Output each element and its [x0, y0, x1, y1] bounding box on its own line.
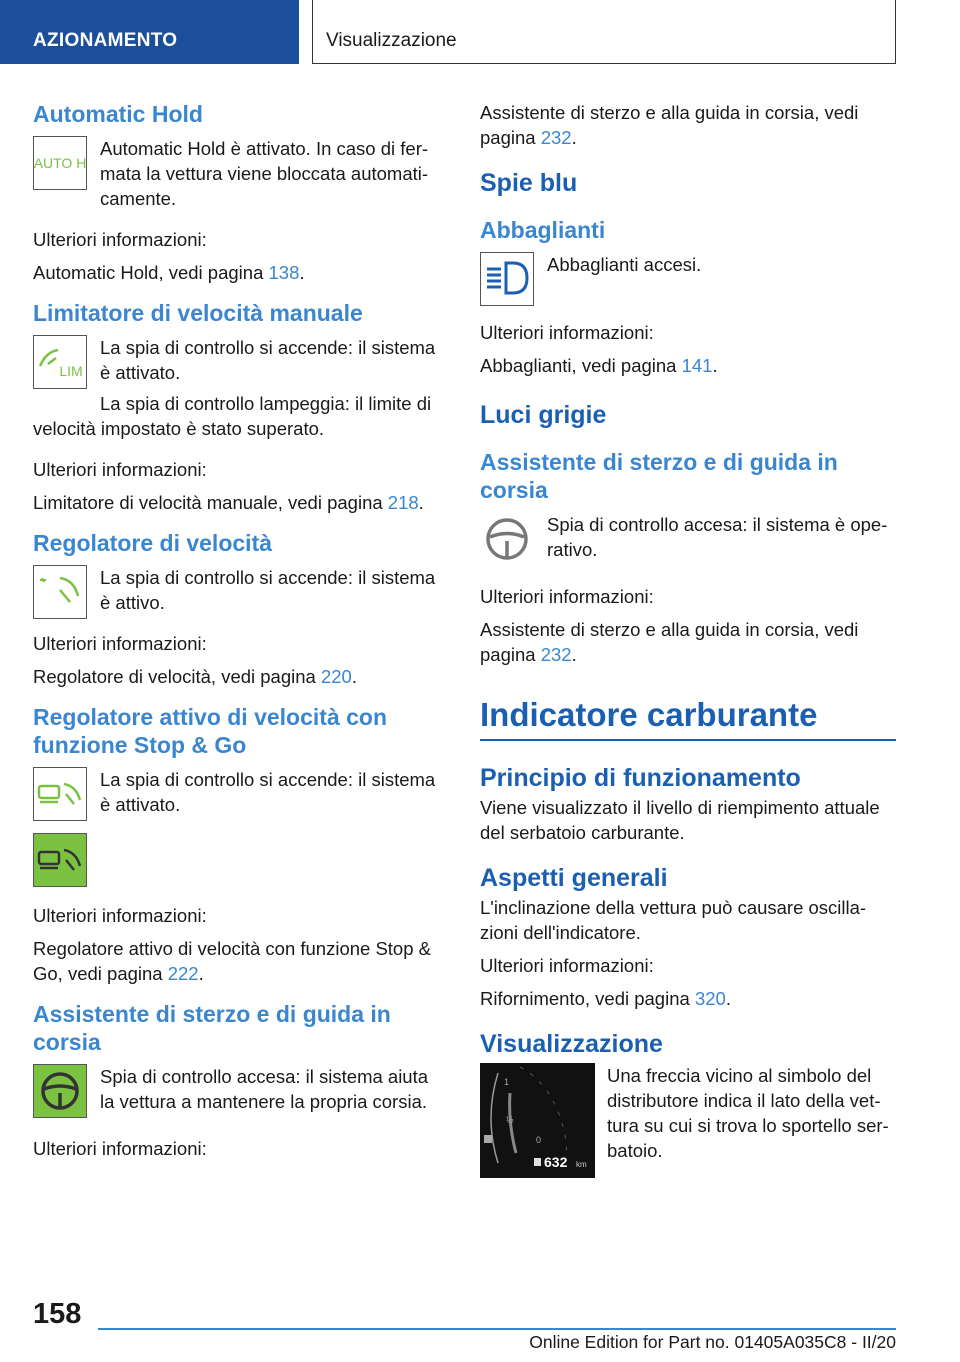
page-number: 158: [33, 1298, 82, 1330]
automatic-hold-row: [33, 136, 445, 219]
page-link-218[interactable]: 218: [387, 492, 419, 513]
automatic-hold-ref: Automatic Hold, vedi pagina 138.: [33, 262, 305, 283]
general-heading: Aspetti generali: [480, 864, 668, 892]
steering-grey-text: Spia di controllo accesa: il sistema è ope-rativo.: [547, 514, 888, 560]
footer-divider: [98, 1328, 896, 1330]
ref-text: Assistente di sterzo e alla guida in corsia, vedi pagina: [480, 102, 859, 148]
left-column: [33, 100, 445, 1169]
steering-assist-text: Spia di controllo accesa: il sistema aiuta la vettura a mantenere la propria corsia.: [100, 1066, 429, 1112]
steering-grey-row: [480, 512, 896, 570]
steering-grey-heading: Assistente di sterzo e di guida in corsia: [480, 449, 838, 503]
speed-limiter-row: [33, 335, 445, 393]
pump-icon-small: [534, 1158, 541, 1166]
acc-active-icon: [33, 833, 87, 887]
ref-text: Rifornimento, vedi pagina: [480, 988, 695, 1009]
steering-ref: Assistente di sterzo e alla guida in corsia, vedi pagina 232.: [480, 102, 859, 148]
steering-assist-row: [33, 1064, 445, 1122]
acc-text: La spia di controllo si accende: il sistema è attivato.: [100, 769, 436, 815]
speed-limiter-icon: [33, 335, 87, 389]
high-beam-icon: [480, 252, 534, 306]
gauge-mark-empty: 0: [536, 1135, 542, 1145]
cruise-control-row: [33, 565, 445, 623]
ref-text: Assistente di sterzo e alla guida in corsia, vedi pagina: [480, 619, 859, 665]
page-link-138[interactable]: 138: [268, 262, 300, 283]
steering-grey-ref: Assistente di sterzo e alla guida in corsia, vedi pagina 232.: [480, 619, 859, 665]
more-info-label: Ulteriori informazioni:: [33, 1138, 207, 1159]
speed-limiter-heading: Limitatore di velocità manuale: [33, 300, 363, 326]
more-info-label: Ulteriori informazioni:: [480, 322, 654, 343]
page-link-232[interactable]: 232: [540, 127, 572, 148]
blue-lights-heading: Spie blu: [480, 169, 578, 197]
acc-row-2: [33, 833, 445, 887]
footer-edition: Online Edition for Part no. 01405A035C8 - II/20: [529, 1332, 896, 1352]
acc-ref: Regolatore attivo di velocità con funzione Stop & Go, vedi pagina 222.: [33, 938, 431, 984]
refuel-ref: Rifornimento, vedi pagina 320.: [480, 988, 731, 1009]
page-link-220[interactable]: 220: [320, 666, 352, 687]
display-row: [480, 1063, 896, 1178]
cruise-control-heading: Regolatore di velocità: [33, 530, 273, 556]
high-beam-ref: Abbaglianti, vedi pagina 141.: [480, 355, 718, 376]
right-column: [480, 100, 896, 1186]
high-beam-text: Abbaglianti accesi.: [547, 254, 702, 275]
fuel-gauge-heading: Indicatore carburante: [480, 695, 896, 741]
fuel-gauge-image: [480, 1063, 595, 1178]
acc-icon: [33, 767, 87, 821]
display-heading: Visualizzazione: [480, 1030, 663, 1058]
general-text: L'inclinazione della vettura può causare oscilla-zioni dell'indicatore.: [480, 897, 867, 943]
more-info-label: Ulteriori informazioni:: [33, 905, 207, 926]
ref-text: Abbaglianti, vedi pagina: [480, 355, 682, 376]
cruise-control-ref: Regolatore di velocità, vedi pagina 220.: [33, 666, 357, 687]
ref-text: Automatic Hold, vedi pagina: [33, 262, 269, 283]
gauge-mark-half: ½: [506, 1115, 514, 1125]
gauge-unit: km: [576, 1160, 587, 1169]
grey-lights-heading: Luci grigie: [480, 401, 607, 429]
high-beam-row: [480, 252, 896, 306]
page-link-320[interactable]: 320: [694, 988, 726, 1009]
auto-hold-icon: [33, 136, 87, 190]
automatic-hold-text: Automatic Hold è attivato. In caso di fer-mata la vettura viene bloccata automati-camente.: [100, 138, 429, 209]
gauge-mark-full: 1: [504, 1077, 510, 1087]
section-tab: AZIONAMENTO: [0, 0, 299, 64]
more-info-label: Ulteriori informazioni:: [33, 229, 207, 250]
ref-text: Limitatore di velocità manuale, vedi pagina: [33, 492, 388, 513]
lim-icon-text: LIM: [59, 363, 83, 379]
ref-text: Regolatore di velocità, vedi pagina: [33, 666, 321, 687]
more-info-label: Ulteriori informazioni:: [33, 633, 207, 654]
speed-limiter-text1: La spia di controllo si accende: il sistema è attivato.: [100, 337, 436, 383]
steering-assist-heading: Assistente di sterzo e di guida in corsia: [33, 1001, 391, 1055]
automatic-hold-heading: Automatic Hold: [33, 101, 203, 127]
cruise-control-icon: [33, 565, 87, 619]
ref-text: Regolatore attivo di velocità con funzione Stop & Go, vedi pagina: [33, 938, 431, 984]
steering-wheel-icon: [33, 1064, 87, 1118]
page-link-141[interactable]: 141: [681, 355, 713, 376]
speed-limiter-text2: La spia di controllo lampeggia: il limite di velocità impostato è stato superato.: [33, 393, 432, 439]
high-beam-heading: Abbaglianti: [480, 217, 606, 243]
principle-heading: Principio di funzionamento: [480, 764, 801, 792]
more-info-label: Ulteriori informazioni:: [33, 459, 207, 480]
acc-row: [33, 767, 445, 825]
auto-hold-icon-text: AUTO H: [34, 155, 86, 171]
principle-text: Viene visualizzato il livello di riempimento attuale del serbatoio carburante.: [480, 797, 880, 843]
more-info-label: Ulteriori informazioni:: [480, 955, 654, 976]
more-info-label: Ulteriori informazioni:: [480, 586, 654, 607]
display-text: Una freccia vicino al simbolo del distributore indica il lato della vet-tura su cui si trova lo sportello ser-batoio.: [607, 1065, 889, 1161]
pump-icon: [484, 1135, 492, 1143]
steering-wheel-grey-icon: [480, 512, 534, 566]
acc-heading: Regolatore attivo di velocità con funzione Stop & Go: [33, 704, 388, 758]
speed-limiter-ref: Limitatore di velocità manuale, vedi pagina 218.: [33, 492, 424, 513]
chapter-title: Visualizzazione: [312, 0, 896, 64]
page-link-232[interactable]: 232: [540, 644, 572, 665]
page-link-222[interactable]: 222: [167, 963, 199, 984]
gauge-range: 632: [544, 1154, 568, 1170]
cruise-control-text: La spia di controllo si accende: il sistema è attivo.: [100, 567, 436, 613]
